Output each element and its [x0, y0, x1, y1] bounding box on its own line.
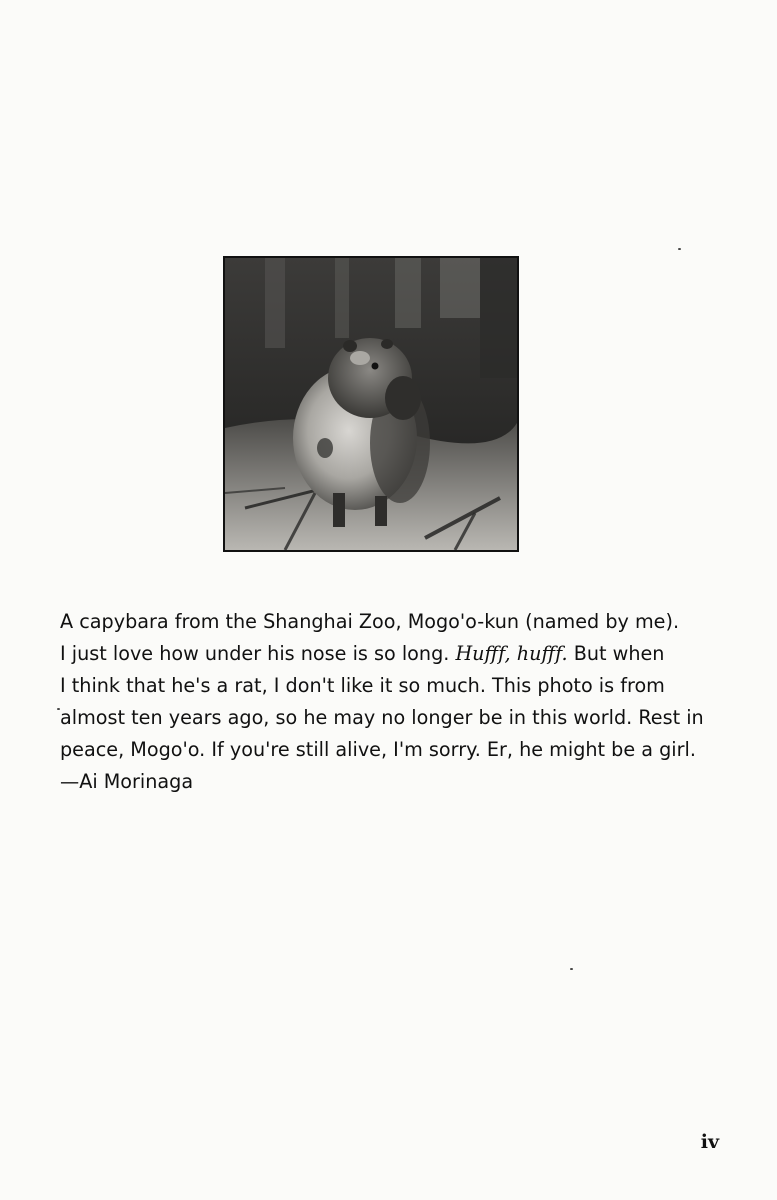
photo-caption: [60, 606, 720, 798]
page-number: iv: [700, 1131, 719, 1153]
print-speck: [570, 968, 573, 970]
capybara-photo: [223, 256, 519, 552]
caption-line-4: almost ten years ago, so he may no longer be in this world. Rest in: [60, 706, 704, 729]
caption-signature: —Ai Morinaga: [60, 770, 194, 793]
caption-line-3: I think that he's a rat, I don't like it so much. This photo is from: [60, 674, 665, 697]
caption-line-5: peace, Mogo'o. If you're still alive, I'm sorry. Er, he might be a girl.: [60, 738, 696, 761]
caption-italic-sound: Hufff, hufff.: [455, 642, 568, 665]
caption-line-2: [60, 638, 720, 670]
capybara-photo-image: [225, 258, 517, 550]
caption-line-1: A capybara from the Shanghai Zoo, Mogo'o-kun (named by me).: [60, 610, 680, 633]
print-speck: [57, 708, 60, 710]
print-speck: [678, 248, 681, 250]
caption-line-2-post: But when: [567, 642, 665, 665]
caption-line-2-pre: I just love how under his nose is so long.: [60, 642, 456, 665]
